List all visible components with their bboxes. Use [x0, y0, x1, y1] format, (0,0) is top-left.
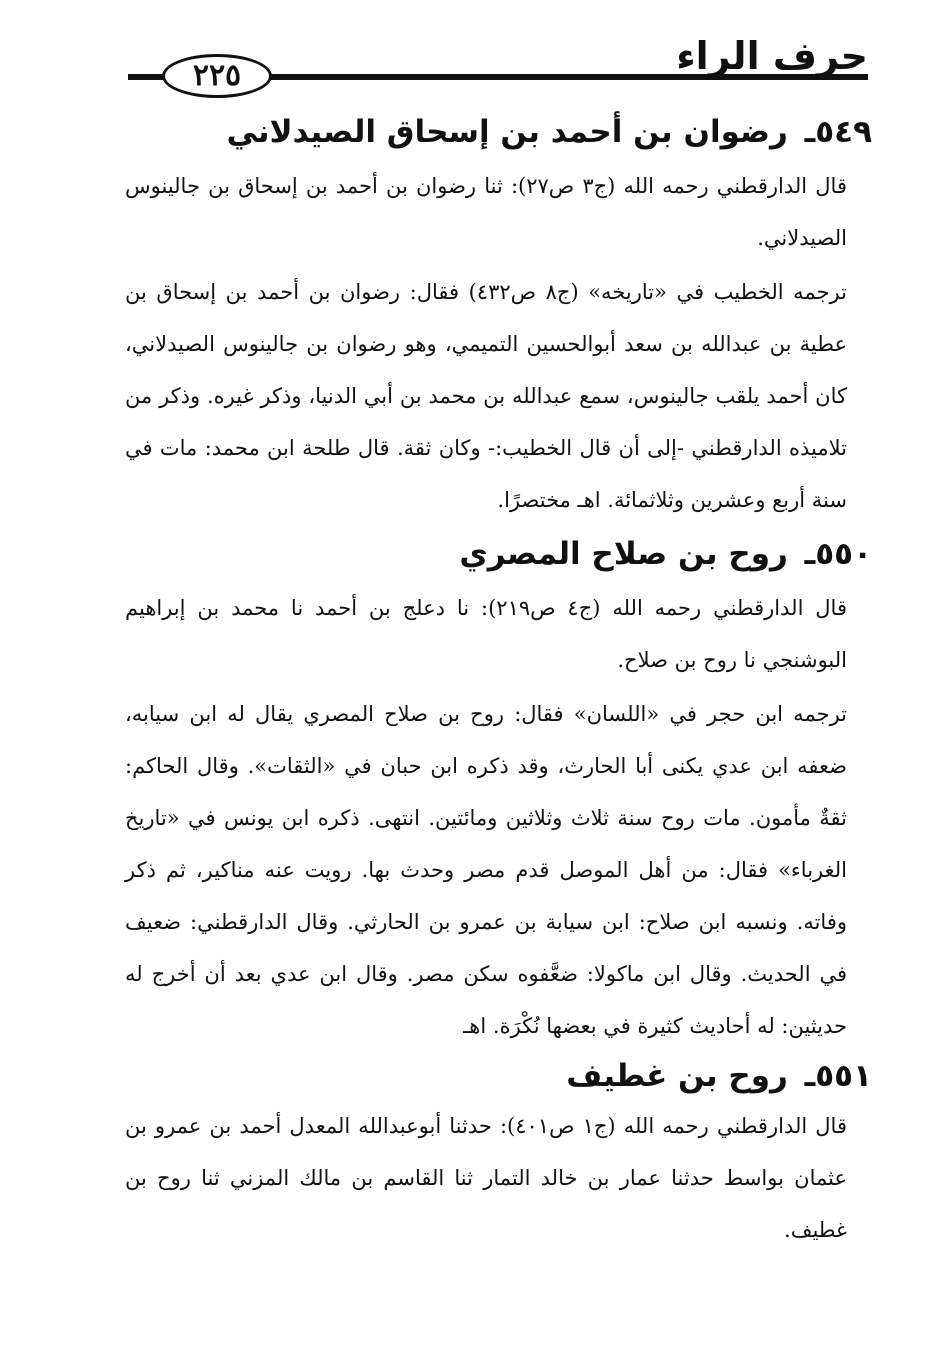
paragraph: قال الدارقطني رحمه الله (ج١ ص٤٠١): حدثنا أبوعبدالله المعدل أحمد بن عمرو بن عثمان بواسط حدثنا عمار بن خالد التمار ثنا القاسم بن مالك المزني ثنا روح بن غطيف. — [125, 1114, 847, 1242]
entry-heading — [112, 112, 872, 152]
entry-number: ٥٥١ـ — [804, 1058, 872, 1094]
entry-name: رضوان بن أحمد بن إسحاق الصيدلاني — [226, 114, 788, 150]
paragraph: ترجمه ابن حجر في «اللسان» فقال: روح بن صلاح المصري يقال له ابن سيابه، ضعفه ابن عدي يكنى أبا الحارث، وقد ذكره ابن حبان في «الثقات». وقال الحاكم: ثقةٌ مأمون. مات روح سنة ثلاث وثلاثين ومائتين. انتهى. ذكره ابن يونس في «تاريخ الغرباء» فقال: من أهل الموصل قدم مصر وحدث بها. رويت عنه مناكير، ثم ذكر وفاته. ونسبه ابن صلاح: ابن سيابة بن عمرو بن الحارثي. وقال الدارقطني: ضعيف في الحديث. وقال ابن ماكولا: ضعَّفوه سكن مصر. وقال ابن عدي بعد أن أخرج له حديثين: له أحاديث كثيرة في بعضها نُكْرَة. اهـ — [125, 702, 847, 1038]
entry-heading — [112, 1056, 872, 1096]
chapter-title: حرف الراء — [676, 34, 868, 78]
paragraph: قال الدارقطني رحمه الله (ج٤ ص٢١٩): نا دعلج بن أحمد نا محمد بن إبراهيم البوشنجي نا روح بن صلاح. — [125, 596, 847, 672]
entry-name: روح بن غطيف — [566, 1058, 788, 1094]
entry-number: ٥٥٠ـ — [804, 536, 872, 572]
page-header — [128, 28, 868, 98]
paragraph: ترجمه الخطيب في «تاريخه» (ج٨ ص٤٣٢) فقال: رضوان بن أحمد بن إسحاق بن عطية بن عبدالله بن سعد أبوالحسين التميمي، وهو رضوان بن جالينوس الصيدلاني، كان أحمد يلقب جالينوس، سمع عبدالله بن محمد بن أبي الدنيا، وذكر غيره. وذكر من تلاميذه الدارقطني -إلى أن قال الخطيب:- وكان ثقة. قال طلحة ابن محمد: مات في سنة أربع وعشرين وثلاثمائة. اهـ مختصرًا. — [125, 280, 847, 512]
page-number: ٢٢٥ — [162, 54, 272, 98]
entry-heading — [112, 534, 872, 574]
paragraph: قال الدارقطني رحمه الله (ج٣ ص٢٧): ثنا رضوان بن أحمد بن إسحاق بن جالينوس الصيدلاني. — [125, 174, 847, 250]
entry-name: روح بن صلاح المصري — [459, 536, 788, 572]
entry-number: ٥٤٩ـ — [804, 114, 872, 150]
